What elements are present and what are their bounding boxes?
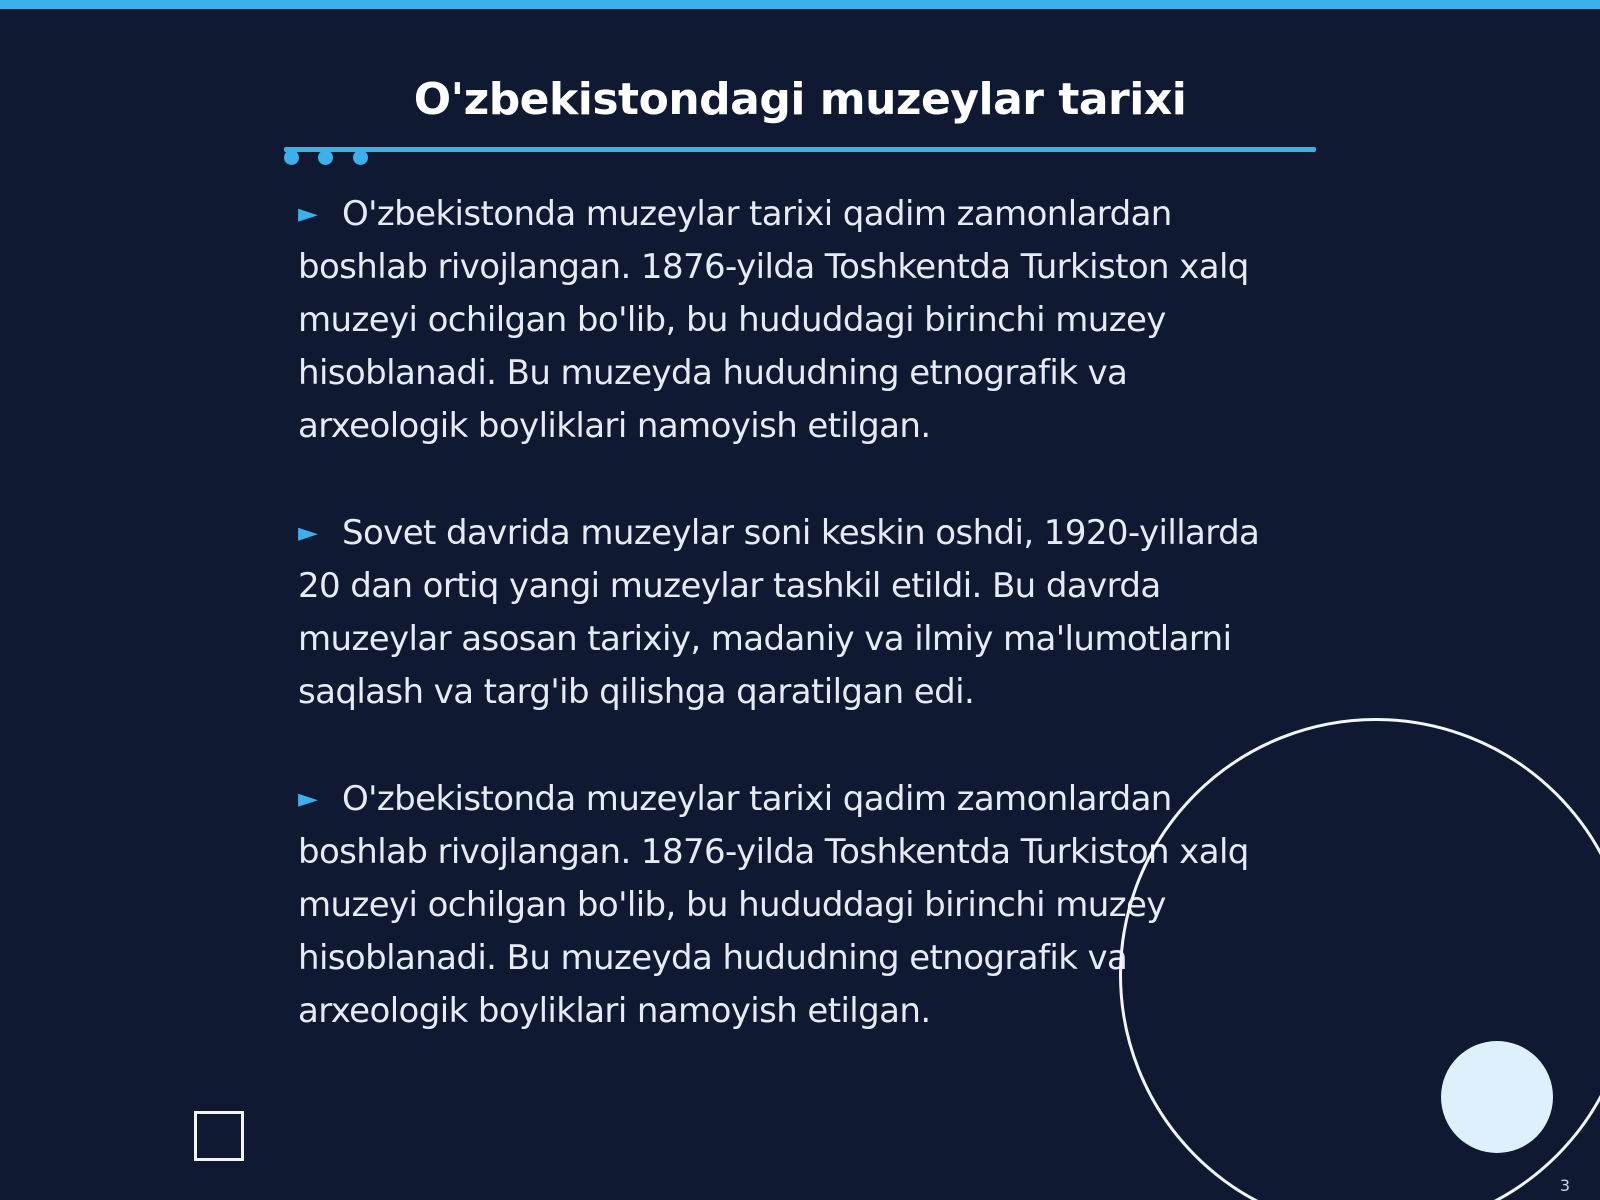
title-underline xyxy=(284,147,1316,152)
paragraph-text: O'zbekistonda muzeylar tarixi qadim zamonlardan boshlab rivojlangan. 1876-yilda Toshkentda Turkiston xalq muzeyi ochilgan bo'lib, bu hududdagi birinchi muzey hisoblanadi. Bu muzeyda hududning etnografik va arxeologik boyliklari namoyish etilgan. xyxy=(298,779,1249,1031)
decor-square-outline xyxy=(194,1111,244,1161)
top-accent-bar xyxy=(0,0,1600,9)
decor-dot xyxy=(318,150,333,165)
bullet-paragraph xyxy=(298,507,1302,719)
paragraph-text: Sovet davrida muzeylar soni keskin oshdi, 1920-yillarda 20 dan ortiq yangi muzeylar tashkil etildi. Bu davrda muzeylar asosan tarixiy, madaniy va ilmiy ma'lumotlarni saqlash va targ'ib qilishga qaratilgan edi. xyxy=(298,513,1260,712)
bullet-arrow-icon: ► xyxy=(298,784,318,814)
decor-filled-circle xyxy=(1441,1041,1553,1153)
bullet-arrow-icon: ► xyxy=(298,199,318,229)
bullet-arrow-icon: ► xyxy=(298,518,318,548)
decor-dot xyxy=(284,150,299,165)
paragraph-text: O'zbekistonda muzeylar tarixi qadim zamonlardan boshlab rivojlangan. 1876-yilda Toshkentda Turkiston xalq muzeyi ochilgan bo'lib, bu hududdagi birinchi muzey hisoblanadi. Bu muzeyda hududning etnografik va arxeologik boyliklari namoyish etilgan. xyxy=(298,194,1249,446)
decor-dot xyxy=(353,150,368,165)
slide-title: O'zbekistondagi muzeylar tarixi xyxy=(413,74,1187,125)
page-number: 3 xyxy=(1559,1176,1570,1195)
bullet-paragraph xyxy=(298,188,1302,453)
